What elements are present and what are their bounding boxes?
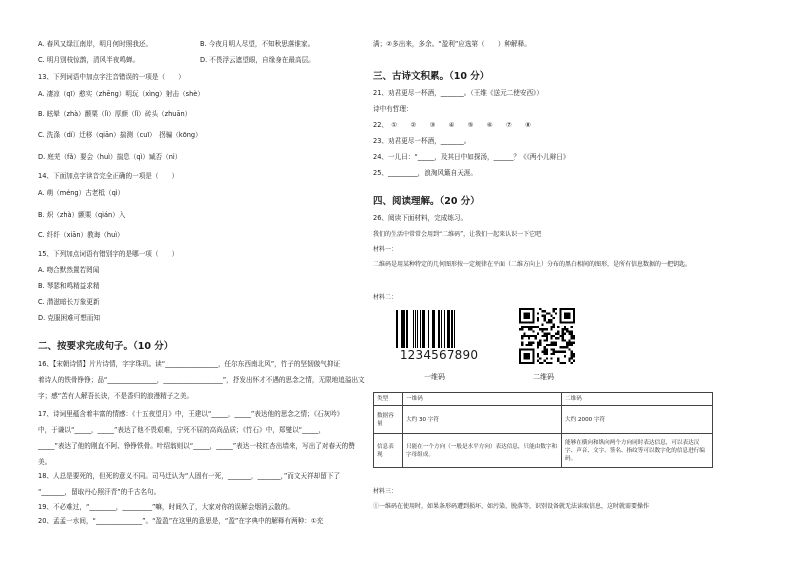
qr-module bbox=[571, 353, 573, 355]
table-header-type: 类型 bbox=[374, 393, 403, 406]
qr-module bbox=[544, 339, 546, 341]
qr-module bbox=[544, 348, 546, 350]
barcode-image bbox=[394, 310, 484, 372]
qr-module bbox=[568, 344, 570, 346]
material-2-label: 材料二： bbox=[373, 294, 398, 301]
qr-module bbox=[571, 344, 573, 346]
qr-module bbox=[566, 330, 568, 332]
question-21-note: 诗中有哲理： bbox=[373, 105, 413, 113]
qr-module bbox=[555, 308, 557, 310]
qr-module bbox=[564, 333, 566, 335]
qr-module bbox=[550, 326, 552, 328]
qr-module bbox=[541, 328, 543, 330]
qr-module bbox=[562, 330, 564, 332]
qr-module bbox=[535, 326, 537, 328]
qr-module bbox=[562, 335, 564, 337]
qr-module bbox=[557, 351, 559, 353]
qr-module bbox=[539, 308, 541, 310]
question-14: 14、下面加点字读音完全正确的一项是（ ） bbox=[38, 172, 179, 180]
barcode-caption: 一维码 bbox=[424, 373, 445, 381]
qr-module bbox=[526, 326, 528, 328]
qr-module bbox=[519, 328, 521, 330]
qr-module bbox=[550, 357, 552, 359]
qr-module bbox=[557, 330, 559, 332]
table-row bbox=[374, 406, 713, 434]
qr-module bbox=[555, 351, 557, 353]
table-header-row bbox=[374, 393, 713, 406]
qr-module bbox=[532, 330, 534, 332]
qr-module bbox=[544, 335, 546, 337]
qr-module bbox=[571, 335, 573, 337]
qr-module bbox=[571, 357, 573, 359]
qr-module bbox=[571, 351, 573, 353]
qr-module bbox=[541, 315, 543, 317]
qr-module bbox=[566, 328, 568, 330]
qr-module bbox=[532, 342, 534, 344]
qr-module bbox=[559, 335, 561, 337]
qr-module bbox=[546, 351, 548, 353]
table-row-label: 数据容量 bbox=[374, 406, 403, 434]
qr-module bbox=[564, 355, 566, 357]
qr-module bbox=[537, 355, 539, 357]
qr-module bbox=[573, 360, 575, 362]
q14-option-a: A. 萌（méng）古老柢（qì） bbox=[38, 189, 125, 197]
qr-module bbox=[550, 348, 552, 350]
qr-module bbox=[541, 310, 543, 312]
qr-module bbox=[562, 339, 564, 341]
q13-option-d: D. 庭芜（fǎ）要会（huì）揣息（qì）臧否（nì） bbox=[38, 153, 182, 161]
qr-module bbox=[550, 342, 552, 344]
qr-module bbox=[548, 319, 550, 321]
qr-module bbox=[521, 344, 523, 346]
qr-module bbox=[544, 353, 546, 355]
qr-module bbox=[544, 346, 546, 348]
qr-module bbox=[548, 362, 550, 364]
qr-module bbox=[550, 353, 552, 355]
qr-module bbox=[530, 342, 532, 344]
qr-module bbox=[528, 344, 530, 346]
qr-module bbox=[530, 335, 532, 337]
qr-module bbox=[539, 339, 541, 341]
q16-line-3: 字；感“苦有人解吾长诀，不是香归的浪漫精子之美。 bbox=[38, 392, 194, 400]
qr-module bbox=[553, 353, 555, 355]
qr-module bbox=[568, 342, 570, 344]
qr-module bbox=[564, 362, 566, 364]
question-24: 24、一儿曰：“_____，及其日中如探汤，______？《《两小儿辩日》 bbox=[373, 153, 570, 161]
q16-line-2: 着诗人的铁骨铮铮；品“_______________，__________________”，抒发出怀才不遇的思念之情，无限地追溢出文 bbox=[38, 376, 365, 384]
q15-option-b: B. 琴瑟和鸣精益求精 bbox=[38, 282, 100, 290]
table-cell: 能够在横向和纵向两个方向同时表达信息，可以表达汉字、声音、文字、签名、指纹等可以数字化的信息进行编码。 bbox=[562, 434, 713, 468]
barcode-number: 1234567890 bbox=[399, 348, 479, 362]
comparison-table bbox=[373, 392, 713, 468]
qr-module bbox=[557, 357, 559, 359]
qr-module bbox=[539, 344, 541, 346]
qr-module bbox=[537, 319, 539, 321]
qr-module bbox=[573, 342, 575, 344]
qr-module bbox=[546, 339, 548, 341]
qr-module bbox=[541, 351, 543, 353]
qr-module bbox=[553, 342, 555, 344]
qr-module bbox=[564, 339, 566, 341]
table-row-label: 信息表现 bbox=[374, 434, 403, 468]
q16-line-1: 16、【宋朝诗情】片片诗情，字字珠玑。读“________________，任尔东西南北风”，竹子的坚韧傲气抑证 bbox=[38, 360, 341, 368]
qr-module bbox=[550, 321, 552, 323]
material-1-text: 二维码是用某种特定的几何图形按一定规律在平面（二维方向上）分布的黑白相间的图形，是所有信息数据的一把钥匙。 bbox=[373, 261, 692, 268]
qr-module bbox=[546, 321, 548, 323]
q18-line-1: 18、人总是要死的，但死的意义不同。司马迁认为“人固有一死，_______，_______，”而文天祥却留下了 bbox=[38, 472, 341, 480]
qr-module bbox=[550, 328, 552, 330]
qr-module bbox=[537, 333, 539, 335]
qr-module bbox=[557, 333, 559, 335]
qr-module bbox=[526, 344, 528, 346]
qr-module bbox=[559, 351, 561, 353]
qr-module bbox=[544, 319, 546, 321]
qr-module bbox=[550, 315, 552, 317]
qr-module bbox=[523, 335, 525, 337]
qr-module bbox=[537, 353, 539, 355]
qr-module bbox=[537, 312, 539, 314]
qr-module bbox=[571, 326, 573, 328]
question-20: 20、孟孟一水间，“______________”。“盈盈”在这里的意思是，“盈”在字典中的解释有两种：①充 bbox=[38, 517, 324, 525]
qr-module bbox=[537, 317, 539, 319]
qr-module bbox=[562, 333, 564, 335]
qr-caption: 二维码 bbox=[533, 373, 554, 381]
q14-option-b: B. 炽（zhà）颤栗（qián）入 bbox=[38, 211, 126, 219]
material-3-label: 材料三： bbox=[373, 488, 398, 495]
qr-module bbox=[573, 337, 575, 339]
qr-module bbox=[546, 353, 548, 355]
qr-module bbox=[535, 337, 537, 339]
q17-line-3: _____”表达了他的刚直不阿、铮铮铁骨。叶绍翁则以“_____，_____”表达一枝红杏出墙来，写出了对春天的赞 bbox=[38, 442, 355, 450]
qr-module bbox=[564, 346, 566, 348]
qr-module bbox=[530, 326, 532, 328]
qr-module bbox=[550, 362, 552, 364]
qr-module bbox=[553, 317, 555, 319]
qr-module bbox=[553, 308, 555, 310]
q15-option-a: A. 吻合默然置若罔闻 bbox=[38, 266, 100, 274]
qr-module bbox=[571, 342, 573, 344]
qr-module bbox=[550, 335, 552, 337]
option-d-line: D. 不畏浮云遮望眼，自缘身在最高层。 bbox=[200, 56, 315, 64]
qr-module bbox=[566, 346, 568, 348]
barcode-bar bbox=[455, 310, 457, 348]
qr-module bbox=[546, 333, 548, 335]
qr-module bbox=[555, 337, 557, 339]
qr-module bbox=[568, 360, 570, 362]
section-2-title: 二、按要求完成句子。（10 分） bbox=[38, 341, 174, 352]
qr-module bbox=[553, 344, 555, 346]
section-3-title: 三、古诗文积累。（10 分） bbox=[373, 71, 490, 82]
qr-module bbox=[528, 342, 530, 344]
qr-module bbox=[539, 362, 541, 364]
question-26: 26、阅读下面材料，完成练习。 bbox=[373, 214, 468, 222]
qr-module bbox=[559, 346, 561, 348]
qr-module bbox=[555, 344, 557, 346]
qr-module bbox=[548, 321, 550, 323]
qr-module bbox=[564, 328, 566, 330]
option-a-line: A. 春风又绿江南岸，明月何时照我还。 bbox=[38, 40, 153, 48]
qr-module bbox=[544, 317, 546, 319]
qr-module bbox=[544, 360, 546, 362]
qr-module bbox=[553, 335, 555, 337]
qr-module bbox=[537, 326, 539, 328]
qr-module bbox=[557, 326, 559, 328]
qr-module bbox=[564, 312, 571, 319]
qr-module bbox=[546, 362, 548, 364]
qr-module bbox=[573, 355, 575, 357]
qr-module bbox=[553, 351, 555, 353]
qr-module bbox=[568, 348, 570, 350]
q13-option-b: B. 眩晕（zhà）颤栗（lì）厚颜（lǐ）砖头（zhuān） bbox=[38, 110, 192, 118]
qr-module bbox=[571, 333, 573, 335]
table-header-2d: 二维码 bbox=[562, 393, 713, 406]
material-3-text: ①一维码在使用时，如果条形码遭到损坏、如污染、脱落等，识别设备就无法读取信息，这时就需要操作 bbox=[373, 503, 650, 510]
option-b-line: B. 今夜月明人尽望，不知秋思落谁家。 bbox=[200, 40, 315, 48]
qr-module bbox=[566, 342, 568, 344]
option-c-line: C. 明月别枝惊鹊，清风半夜鸣蝉。 bbox=[38, 56, 140, 64]
qr-module bbox=[523, 333, 525, 335]
qr-module bbox=[568, 333, 570, 335]
q15-option-c: C. 潜滋暗长万象更新 bbox=[38, 298, 100, 306]
q17-line-4: 美。 bbox=[38, 458, 52, 466]
qr-module bbox=[566, 344, 568, 346]
qr-module bbox=[537, 346, 539, 348]
qr-module bbox=[521, 335, 523, 337]
question-23: 23、劝君更尽一杯酒，_______。 bbox=[373, 137, 471, 145]
qr-module bbox=[553, 326, 555, 328]
qr-module bbox=[539, 342, 541, 344]
table-cell: 大约 2000 字符 bbox=[562, 406, 713, 434]
qr-module bbox=[544, 315, 546, 317]
qr-module bbox=[521, 326, 523, 328]
qr-module bbox=[530, 344, 532, 346]
qr-module bbox=[555, 333, 557, 335]
qr-module bbox=[541, 330, 543, 332]
qr-module bbox=[562, 362, 564, 364]
q15-option-d: D. 克服困难可想而知 bbox=[38, 314, 101, 322]
reading-intro: 我们的生活中常常会用到“二维码”，让我们一起来认识一下它吧 bbox=[373, 231, 542, 238]
qr-module bbox=[537, 360, 539, 362]
material-1-label: 材料一： bbox=[373, 246, 398, 253]
qr-module bbox=[546, 335, 548, 337]
qr-module bbox=[537, 344, 539, 346]
qr-module bbox=[523, 353, 530, 360]
qr-module bbox=[546, 328, 548, 330]
qr-module bbox=[539, 357, 541, 359]
qr-module bbox=[571, 355, 573, 357]
qr-module bbox=[573, 353, 575, 355]
qr-module bbox=[548, 312, 550, 314]
question-19: 19、不必难过，“________，_________”嘛，时间久了，大家对你的误解会烟消云散的。 bbox=[38, 503, 294, 511]
qr-module bbox=[571, 330, 573, 332]
qr-module bbox=[521, 328, 523, 330]
qr-module bbox=[528, 328, 530, 330]
qr-module bbox=[544, 333, 546, 335]
q14-option-c: C. 纤纤（xiān）教诲（huì） bbox=[38, 231, 124, 239]
qr-module bbox=[564, 351, 566, 353]
qr-module bbox=[562, 346, 564, 348]
qr-module bbox=[544, 328, 546, 330]
qr-module bbox=[530, 328, 532, 330]
qr-module bbox=[559, 362, 561, 364]
qr-module bbox=[523, 312, 530, 319]
qr-module bbox=[532, 326, 534, 328]
qr-module bbox=[550, 337, 552, 339]
qr-module bbox=[546, 348, 548, 350]
qr-module bbox=[553, 348, 555, 350]
qr-module bbox=[568, 330, 570, 332]
qr-module bbox=[564, 326, 566, 328]
qr-module bbox=[526, 335, 528, 337]
question-21: 21、劝君更尽一杯酒，_______。（王维《送元二使安西》） bbox=[373, 89, 543, 97]
question-22: 22、 ① ② ③ ④ ⑤ ⑥ ⑦ ⑧ bbox=[373, 121, 531, 129]
qr-module bbox=[553, 324, 555, 326]
qr-module bbox=[544, 351, 546, 353]
q17-line-2: 中，于谦以“_____，_____”表达了他不畏艰难，宁死不屈的高尚品质；《竹石》中，郑燮以“_____， bbox=[38, 426, 326, 434]
qr-module bbox=[557, 337, 559, 339]
qr-module bbox=[548, 333, 550, 335]
qr-module bbox=[532, 335, 534, 337]
q13-option-c: C. 洗涤（dí）迁移（qiān）揣测（cuī） 拐骗（kōng） bbox=[38, 131, 202, 139]
qr-module bbox=[541, 362, 543, 364]
qr-module bbox=[562, 351, 564, 353]
qr-module bbox=[562, 337, 564, 339]
qr-module bbox=[546, 344, 548, 346]
qr-module bbox=[550, 319, 552, 321]
qr-module bbox=[553, 310, 555, 312]
qr-module bbox=[537, 342, 539, 344]
table-row bbox=[374, 434, 713, 468]
question-25: 25、_________，浪淘风簸自天涯。 bbox=[373, 169, 477, 177]
qr-module bbox=[528, 326, 530, 328]
qr-module bbox=[521, 342, 523, 344]
qr-module bbox=[557, 360, 559, 362]
question-13: 13、下列词语中加点字注音错误的一项是（ ） bbox=[38, 73, 185, 81]
qr-module bbox=[541, 335, 543, 337]
qr-module bbox=[555, 312, 557, 314]
q17-line-1: 17、诗词里蕴含着丰富的情感：《十五夜望月》中，王建以“_____，_____”表达他的思念之情；《石灰吟》 bbox=[38, 410, 344, 418]
qr-module bbox=[544, 310, 546, 312]
qr-module bbox=[568, 357, 570, 359]
qr-code-image bbox=[519, 308, 575, 364]
qr-module bbox=[528, 335, 530, 337]
qr-module bbox=[555, 342, 557, 344]
qr-module bbox=[546, 357, 548, 359]
qr-module bbox=[521, 337, 523, 339]
table-cell: 大约 30 字符 bbox=[403, 406, 562, 434]
barcode-bars bbox=[396, 310, 482, 348]
qr-module bbox=[535, 335, 537, 337]
qr-module bbox=[550, 344, 552, 346]
qr-module bbox=[528, 337, 530, 339]
section-4-title: 四、阅读理解。（20 分） bbox=[373, 196, 480, 207]
qr-module bbox=[539, 328, 541, 330]
qr-module bbox=[548, 344, 550, 346]
qr-module bbox=[571, 337, 573, 339]
qr-module bbox=[546, 337, 548, 339]
qr-module bbox=[562, 328, 564, 330]
qr-module bbox=[573, 335, 575, 337]
table-cell: 只能在一个方向（一般是水平方向）表达信息，只能由数字和字母组成。 bbox=[403, 434, 562, 468]
qr-module bbox=[571, 362, 573, 364]
q20-continuation: 满；②多出来，多余。“盈利”应选第（ ）种解释。 bbox=[373, 40, 531, 48]
question-15: 15、下列加点词语有错别字的是哪一项（ ） bbox=[38, 250, 179, 258]
q18-line-2: “_______，留取丹心照汗青”的千古名句。 bbox=[38, 488, 161, 496]
qr-module bbox=[541, 324, 543, 326]
q13-option-a: A. 凄凉（qī）憨实（zhēng）明玩（xìng）射击（shè） bbox=[38, 90, 204, 98]
qr-module bbox=[546, 312, 548, 314]
table-header-1d: 一维码 bbox=[403, 393, 562, 406]
qr-module bbox=[523, 326, 525, 328]
qr-module bbox=[568, 339, 570, 341]
